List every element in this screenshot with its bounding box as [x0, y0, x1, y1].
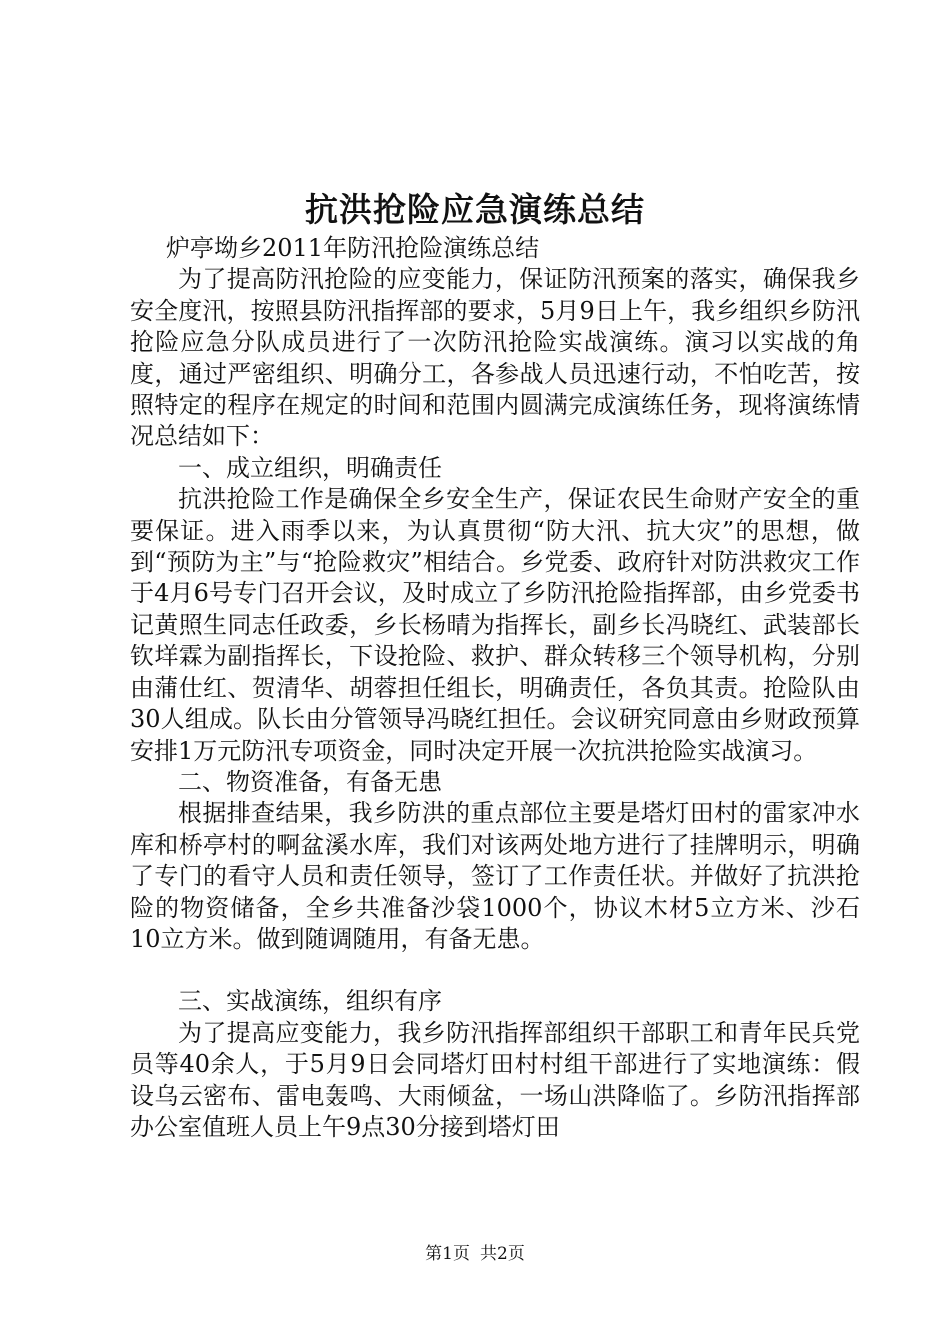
section-heading-2: 二、物资准备，有备无患 — [178, 767, 442, 796]
page-footer — [0, 1242, 950, 1266]
section-heading-1: 一、成立组织，明确责任 — [178, 453, 442, 482]
section-heading-3: 三、实战演练，组织有序 — [178, 987, 442, 1016]
section-2-paragraph: 根据排查结果，我乡防洪的重点部位主要是塔灯田村的雷家冲水库和桥亭村的啊盆溪水库，我们对该两处地方进行了挂牌明示，明确了专门的看守人员和责任领导，签订了工作责任状。并做好了抗洪抢险的物资储备，全乡共准备沙袋1000个，协议木材5立方米、沙石10立方米。做到随调随用，有备无患。 — [130, 799, 860, 953]
section-3-paragraph: 为了提高应变能力，我乡防汛指挥部组织干部职工和青年民兵党员等40余人，于5月9日会同塔灯田村村组干部进行了实地演练：假设乌云密布、雷电轰鸣、大雨倾盆，一场山洪降临了。乡防汛指挥部办公室值班人员上午9点30分接到塔灯田 — [130, 1018, 860, 1141]
intro-paragraph: 为了提高防汛抢险的应变能力，保证防汛预案的落实，确保我乡安全度汛，按照县防汛指挥部的要求，5月9日上午，我乡组织乡防汛抢险应急分队成员进行了一次防汛抢险实战演练。演习以实战的角度，通过严密组织、明确分工，各参战人员迅速行动，不怕吃苦，按照特定的程序在规定的时间和范围内圆满完成演练任务，现将演练情况总结如下： — [130, 265, 860, 451]
document-body — [130, 233, 860, 1143]
section-1-paragraph: 抗洪抢险工作是确保全乡安全生产，保证农民生命财产安全的重要保证。进入雨季以来，为认真贯彻“防大汛、抗大灾”的思想，做到“预防为主”与“抢险救灾”相结合。乡党委、政府针对防洪救灾工作于4月6号专门召开会议，及时成立了乡防汛抢险指挥部，由乡党委书记黄照生同志任政委，乡长杨晴为指挥长，副乡长冯晓红、武装部长钦垟霖为副指挥长，下设抢险、救护、群众转移三个领导机构，分别由蒲仕红、贺清华、胡蓉担任组长，明确责任，各负其责。抢险队由30人组成。队长由分管领导冯晓红担任。会议研究同意由乡财政预算安排1万元防汛专项资金，同时决定开展一次抗洪抢险实战演习。 — [130, 485, 860, 765]
document-title: 抗洪抢险应急演练总结 — [305, 190, 645, 229]
page-number-current: 第1页 — [425, 1244, 470, 1264]
page-number-total: 共2页 — [480, 1244, 525, 1264]
subtitle-line: 炉亭坳乡2011年防汛抢险演练总结 — [166, 234, 540, 262]
